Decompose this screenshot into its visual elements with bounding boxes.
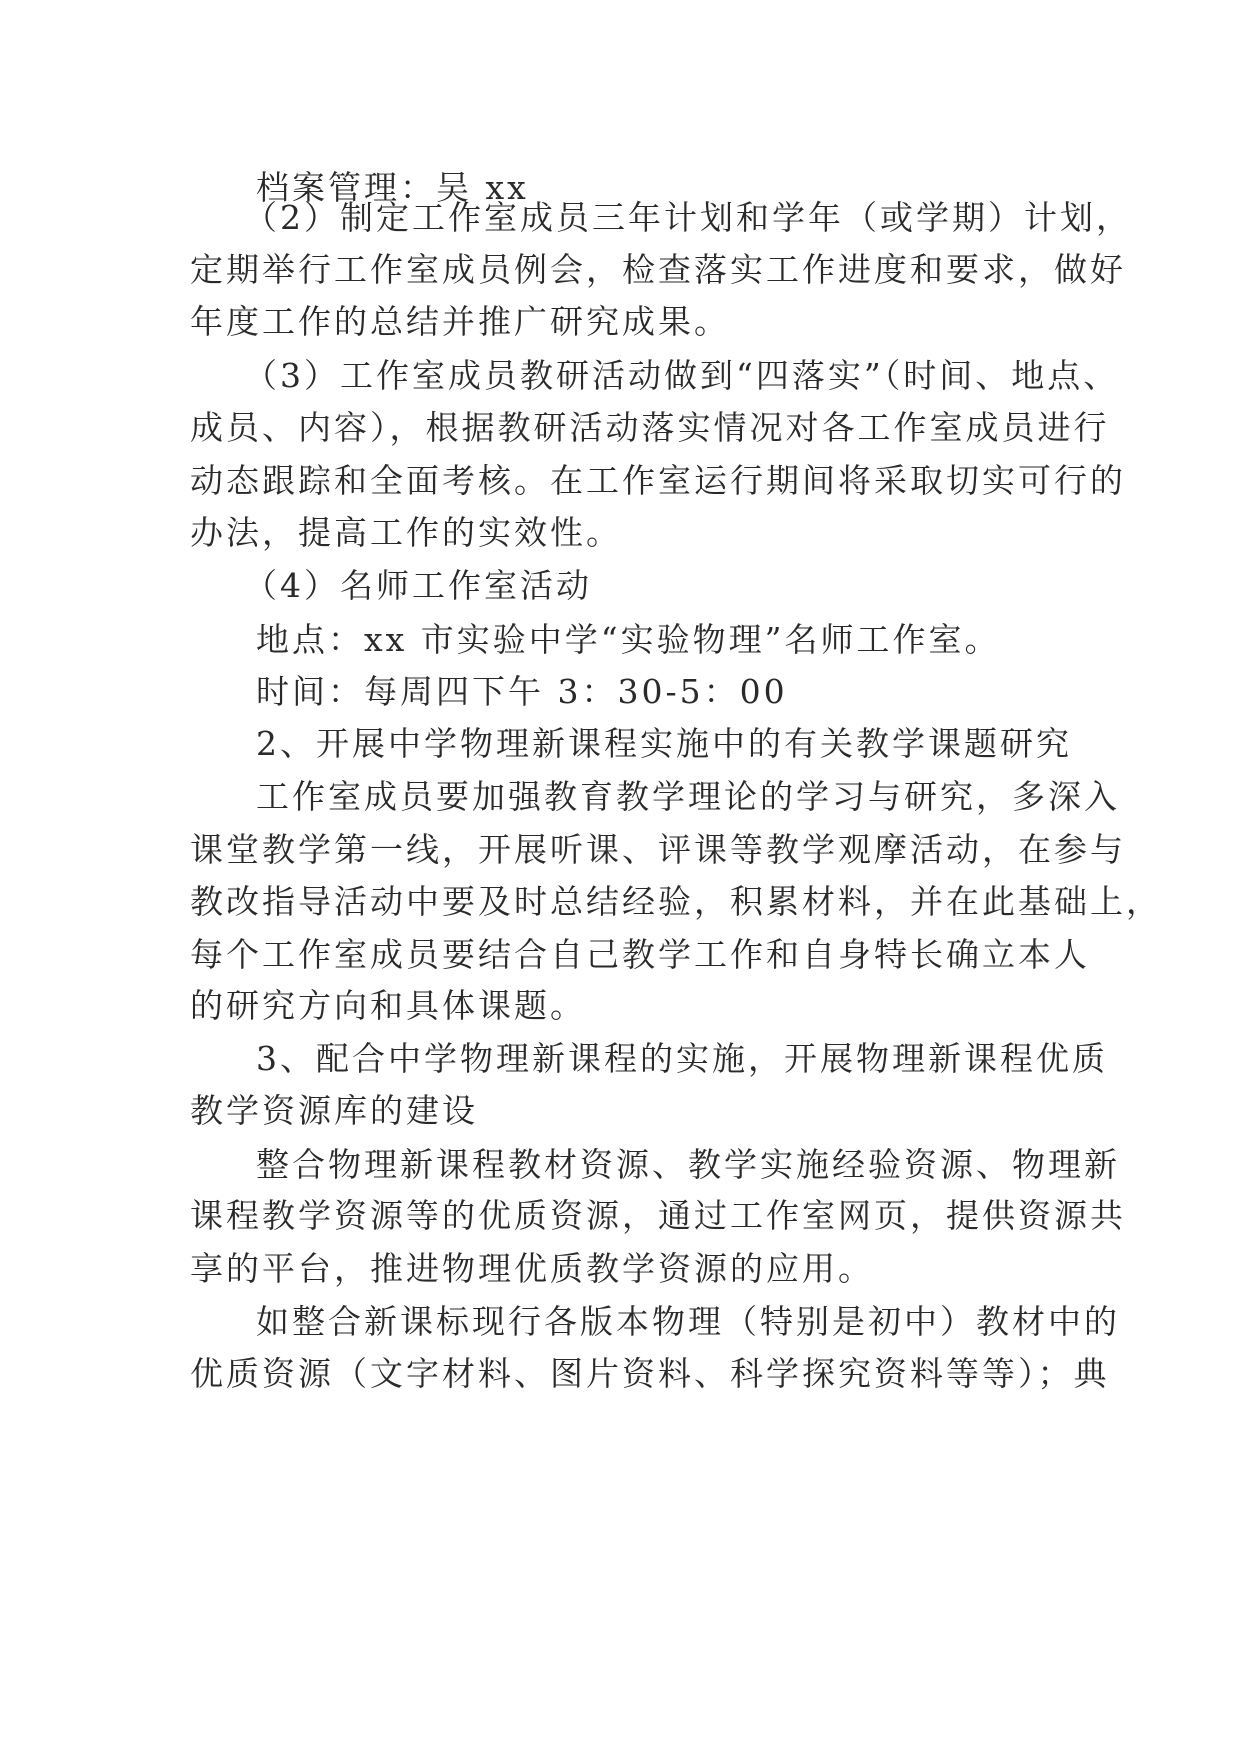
text-line: 教改指导活动中要及时总结经验，积累材料，并在此基础上，	[190, 882, 1162, 921]
text-line: 时间：每周四下午 3：30-5：00	[256, 672, 788, 711]
text-line: 整合物理新课程教材资源、教学实施经验资源、物理新	[256, 1145, 1120, 1184]
text-line: 享的平台，推进物理优质教学资源的应用。	[190, 1249, 874, 1288]
text-line: 教学资源库的建设	[190, 1091, 478, 1130]
text-line: （2）制定工作室成员三年计划和学年（或学期）计划，	[244, 198, 1132, 237]
text-line: 优质资源（文字材料、图片资料、科学探究资料等等）；典	[190, 1354, 1110, 1393]
text-line: 工作室成员要加强教育教学理论的学习与研究，多深入	[256, 777, 1120, 816]
text-line: 如整合新课标现行各版本物理（特别是初中）教材中的	[256, 1302, 1120, 1341]
text-line: （3）工作室成员教研活动做到“四落实”（时间、地点、	[244, 356, 1120, 395]
text-line: 地点：xx 市实验中学“实验物理”名师工作室。	[256, 620, 1001, 659]
text-line: 年度工作的总结并推广研究成果。	[190, 302, 730, 341]
text-line: 3、配合中学物理新课程的实施，开展物理新课程优质	[256, 1039, 1108, 1078]
text-line: 的研究方向和具体课题。	[190, 986, 586, 1025]
text-line: 每个工作室成员要结合自己教学工作和自身特长确立本人	[190, 935, 1090, 974]
text-line: 课堂教学第一线，开展听课、评课等教学观摩活动，在参与	[190, 830, 1126, 869]
text-line: 课程教学资源等的优质资源，通过工作室网页，提供资源共	[190, 1196, 1126, 1235]
text-line: 档案管理：吴 xx	[256, 168, 529, 207]
text-line: 定期举行工作室成员例会，检查落实工作进度和要求，做好	[190, 250, 1126, 289]
text-line: 动态跟踪和全面考核。在工作室运行期间将采取切实可行的	[190, 461, 1126, 500]
text-line: 办法，提高工作的实效性。	[190, 513, 622, 552]
text-line: 2、开展中学物理新课程实施中的有关教学课题研究	[256, 724, 1072, 763]
text-line: （4）名师工作室活动	[244, 566, 592, 605]
text-line: 成员、内容），根据教研活动落实情况对各工作室成员进行	[190, 408, 1110, 447]
